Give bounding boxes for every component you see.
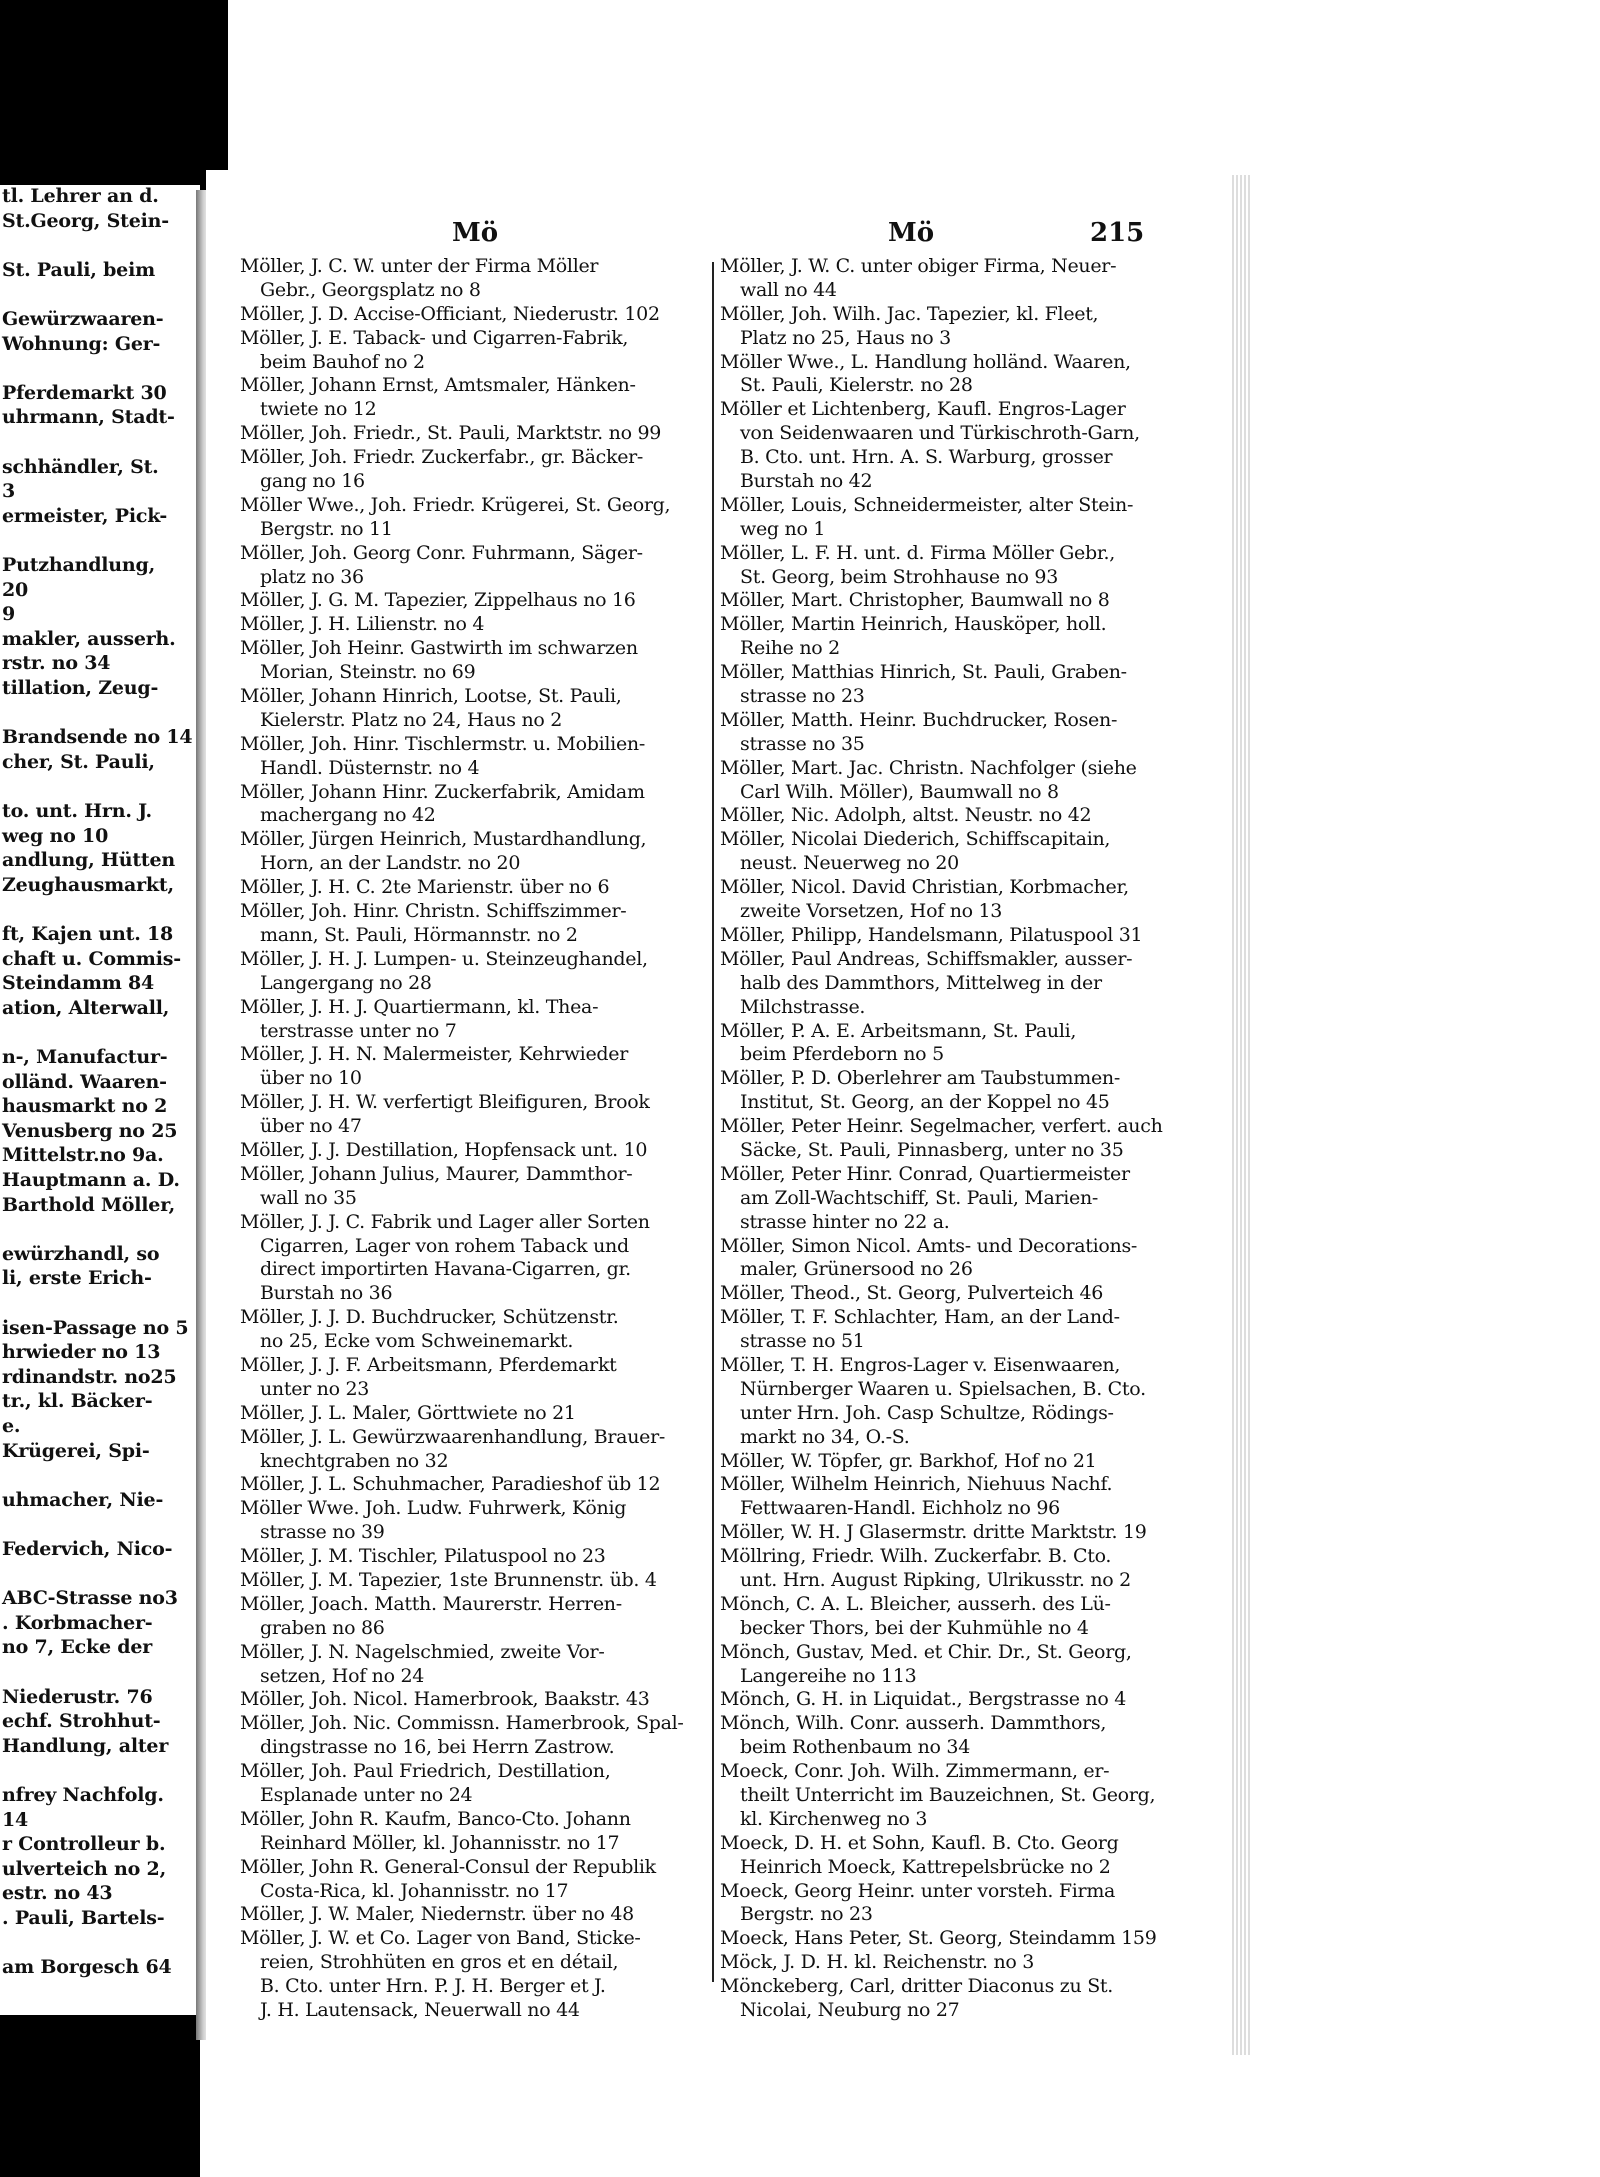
fragment-line: olländ. Waaren-	[2, 1070, 167, 1093]
entry-line: Möller, J. M. Tapezier, 1ste Brunnenstr. üb. 4	[240, 1568, 657, 1591]
entry-line: Möller, Matthias Hinrich, St. Pauli, Graben-	[720, 661, 1127, 684]
entry-line: Möller, Joh. Nic. Commissn. Hamerbrook, Spal-	[240, 1712, 684, 1735]
fragment-line: estr. no 43	[2, 1882, 113, 1905]
entry-line: unt. Hrn. August Ripking, Ulrikusstr. no 2	[740, 1568, 1131, 1591]
entry-line: Milchstrasse.	[740, 995, 866, 1018]
fragment-line: e.	[2, 1415, 21, 1437]
fragment-line: 3	[2, 480, 16, 503]
fragment-line: chaft u. Commis-	[2, 947, 181, 970]
fragment-line: to. unt. Hrn. J.	[2, 800, 152, 822]
entry-line: Möller Wwe., L. Handlung holländ. Waaren,	[720, 350, 1131, 373]
fragment-line: Federvich, Nico-	[2, 1538, 173, 1560]
entry-line: Möller, J. E. Taback- und Cigarren-Fabrik,	[240, 326, 629, 349]
fragment-line: ft, Kajen unt. 18	[2, 923, 174, 945]
entry-line: reien, Strohhüten en gros et en détail,	[260, 1951, 619, 1974]
fragment-line: isen-Passage no 5	[2, 1316, 189, 1339]
directory-column-right	[720, 255, 1225, 2023]
fragment-line: echf. Strohhut-	[2, 1710, 161, 1733]
entry-line: St. Georg, beim Strohhause no 93	[740, 565, 1058, 588]
entry-line: Möller, J. H. W. verfertigt Bleifiguren, Brook	[240, 1091, 650, 1114]
entry-line: Möller, Johann Hinrich, Lootse, St. Pauli,	[240, 685, 622, 708]
entry-line: graben no 86	[260, 1616, 385, 1639]
entry-line: Möller, Johann Ernst, Amtsmaler, Hänken-	[240, 374, 636, 397]
previous-page-fragment	[0, 185, 200, 2015]
entry-line: beim Bauhof no 2	[260, 350, 425, 373]
entry-line: unter no 23	[260, 1377, 370, 1400]
entry-line: knechtgraben no 32	[260, 1449, 449, 1472]
entry-line: zweite Vorsetzen, Hof no 13	[740, 900, 1003, 923]
entry-line: Kielerstr. Platz no 24, Haus no 2	[260, 708, 563, 731]
entry-line: Möller, J. L. Maler, Görttwiete no 21	[240, 1401, 576, 1424]
fragment-line: St. Pauli, beim	[2, 258, 155, 281]
entry-line: Möller, Nicol. David Christian, Korbmacher,	[720, 876, 1129, 899]
entry-line: Mönch, Gustav, Med. et Chir. Dr., St. Georg,	[720, 1640, 1132, 1663]
entry-line: B. Cto. unt. Hrn. A. S. Warburg, grosser	[740, 446, 1113, 469]
entry-line: Möller, J. H. J. Lumpen- u. Steinzeughandel,	[240, 947, 648, 970]
fragment-line: hrwieder no 13	[2, 1341, 161, 1364]
entry-line: Möller, W. Töpfer, gr. Barkhof, Hof no 21	[720, 1449, 1097, 1472]
fragment-line: Venusberg no 25	[2, 1119, 178, 1142]
fragment-line: n-, Manufactur-	[2, 1046, 168, 1068]
entry-line: Möller, Matth. Heinr. Buchdrucker, Rosen-	[720, 708, 1118, 731]
fragment-line: Wohnung: Ger-	[2, 332, 161, 355]
entry-line: Möller, J. W. et Co. Lager von Band, Sticke-	[240, 1927, 641, 1950]
fragment-line: Pferdemarkt 30	[2, 381, 167, 404]
fragment-line: li, erste Erich-	[2, 1267, 152, 1290]
entry-line: Möller, J. H. J. Quartiermann, kl. Thea-	[240, 995, 599, 1018]
entry-line: twiete no 12	[260, 398, 377, 421]
fragment-line: 20	[2, 578, 29, 601]
fragment-line: nfrey Nachfolg.	[2, 1784, 164, 1806]
entry-line: dingstrasse no 16, bei Herrn Zastrow.	[260, 1736, 615, 1759]
entry-line: Möller, Louis, Schneidermeister, alter Stein-	[720, 493, 1134, 516]
entry-line: Reihe no 2	[740, 637, 840, 660]
fragment-line: Handlung, alter	[2, 1734, 169, 1757]
page-edge	[1232, 175, 1252, 2055]
entry-line: Möller, John R. General-Consul der Republik	[240, 1855, 656, 1878]
fragment-line: tl. Lehrer an d.	[2, 185, 159, 207]
entry-line: neust. Neuerweg no 20	[740, 852, 959, 875]
entry-line: von Seidenwaaren und Türkischroth-Garn,	[740, 422, 1140, 445]
entry-line: Möller, J. J. D. Buchdrucker, Schützenstr.	[240, 1306, 619, 1329]
entry-line: Möller Wwe. Joh. Ludw. Fuhrwerk, König	[240, 1497, 627, 1520]
entry-line: Möller, Joh. Georg Conr. Fuhrmann, Säger-	[240, 541, 643, 564]
entry-line: Möller, Nicolai Diederich, Schiffscapitain,	[720, 828, 1111, 851]
entry-line: Möller, Philipp, Handelsmann, Pilatuspool 31	[720, 923, 1143, 946]
entry-line: Möller, Peter Heinr. Segelmacher, verfert. auch	[720, 1115, 1163, 1138]
entry-line: Moeck, Conr. Joh. Wilh. Zimmermann, er-	[720, 1760, 1110, 1783]
entry-line: Carl Wilh. Möller), Baumwall no 8	[740, 780, 1059, 803]
entry-line: Esplanade unter no 24	[260, 1784, 473, 1806]
entry-line: Möller, P. A. E. Arbeitsmann, St. Pauli,	[720, 1019, 1077, 1042]
entry-line: Möllring, Friedr. Wilh. Zuckerfabr. B. Cto.	[720, 1545, 1112, 1568]
entry-line: Mönckeberg, Carl, dritter Diaconus zu St.	[720, 1975, 1113, 1998]
entry-line: Möller, J. M. Tischler, Pilatuspool no 23	[240, 1545, 606, 1568]
entry-line: markt no 34, O.-S.	[740, 1425, 910, 1448]
fragment-line: uhrmann, Stadt-	[2, 406, 175, 429]
fragment-line: uhmacher, Nie-	[2, 1488, 164, 1511]
entry-line: Cigarren, Lager von rohem Taback und	[260, 1234, 629, 1257]
fragment-line: makler, ausserh.	[2, 627, 176, 650]
entry-line: Möller, J. J. F. Arbeitsmann, Pferdemarkt	[240, 1353, 617, 1376]
entry-line: Möller, J. H. Lilienstr. no 4	[240, 613, 485, 636]
entry-line: Horn, an der Landstr. no 20	[260, 852, 521, 875]
entry-line: Möller, Joh. Hinr. Tischlermstr. u. Mobilien-	[240, 732, 645, 755]
entry-line: Möller, Paul Andreas, Schiffsmakler, ausser-	[720, 947, 1133, 970]
entry-line: Möller, J. W. C. unter obiger Firma, Neuer-	[720, 255, 1117, 277]
fragment-line: ermeister, Pick-	[2, 504, 168, 527]
fragment-line: Gewürzwaaren-	[2, 308, 164, 330]
fragment-line: Mittelstr.no 9a.	[2, 1144, 164, 1167]
entry-line: Möller, J. W. Maler, Niedernstr. über no 48	[240, 1903, 634, 1926]
entry-line: weg no 1	[740, 517, 826, 540]
entry-line: Costa-Rica, kl. Johannisstr. no 17	[260, 1879, 569, 1902]
entry-line: unter Hrn. Joh. Casp Schultze, Rödings-	[740, 1401, 1114, 1424]
entry-line: Möller, John R. Kaufm, Banco-Cto. Johann	[240, 1807, 631, 1830]
entry-line: Möller, P. D. Oberlehrer am Taubstummen-	[720, 1067, 1120, 1090]
entry-line: Möck, J. D. H. kl. Reichenstr. no 3	[720, 1951, 1035, 1974]
entry-line: kl. Kirchenweg no 3	[740, 1807, 928, 1830]
entry-line: Möller, J. H. N. Malermeister, Kehrwieder	[240, 1043, 628, 1066]
entry-line: Möller, Wilhelm Heinrich, Niehuus Nachf.	[720, 1473, 1113, 1496]
entry-line: Möller, Joh. Paul Friedrich, Destillation,	[240, 1760, 611, 1783]
entry-line: Mönch, G. H. in Liquidat., Bergstrasse no 4	[720, 1688, 1127, 1711]
fragment-line: Steindamm 84	[2, 972, 155, 995]
entry-line: Moeck, Georg Heinr. unter vorsteh. Firma	[720, 1879, 1116, 1902]
entry-line: Möller, L. F. H. unt. d. Firma Möller Gebr.,	[720, 541, 1116, 564]
entry-line: Handl. Düsternstr. no 4	[260, 756, 480, 779]
entry-line: Möller, Mart. Jac. Christn. Nachfolger (siehe	[720, 756, 1137, 779]
entry-line: strasse no 39	[260, 1521, 385, 1544]
entry-line: no 25, Ecke vom Schweinemarkt.	[260, 1330, 574, 1353]
fragment-line: 14	[2, 1808, 29, 1831]
fragment-line: 9	[2, 603, 16, 626]
entry-line: Möller, T. F. Schlachter, Ham, an der Land-	[720, 1306, 1120, 1329]
entry-line: Möller, J. C. W. unter der Firma Möller	[240, 255, 599, 277]
entry-line: Möller, J. D. Accise-Officiant, Niederustr. 102	[240, 302, 660, 325]
entry-line: Möller, J. L. Schuhmacher, Paradieshof üb 12	[240, 1473, 661, 1496]
fragment-line: ation, Alterwall,	[2, 996, 170, 1019]
entry-line: Möller, Mart. Christopher, Baumwall no 8	[720, 589, 1110, 612]
entry-line: über no 10	[260, 1067, 362, 1090]
entry-line: Möller Wwe., Joh. Friedr. Krügerei, St. Georg,	[240, 493, 671, 516]
entry-line: Möller, Peter Hinr. Conrad, Quartiermeister	[720, 1162, 1130, 1185]
entry-line: Möller, J. L. Gewürzwaarenhandlung, Brauer-	[240, 1425, 665, 1448]
entry-line: Säcke, St. Pauli, Pinnasberg, unter no 35	[740, 1138, 1124, 1161]
running-head-right: Mö	[888, 218, 935, 248]
entry-line: Gebr., Georgsplatz no 8	[260, 278, 481, 301]
entry-line: wall no 35	[260, 1186, 357, 1209]
fragment-line: no 7, Ecke der	[2, 1636, 153, 1659]
entry-line: strasse hinter no 22 a.	[740, 1210, 950, 1233]
entry-line: Heinrich Moeck, Kattrepelsbrücke no 2	[740, 1855, 1111, 1878]
column-divider	[712, 262, 714, 1982]
entry-line: strasse no 35	[740, 732, 865, 755]
entry-line: gang no 16	[260, 470, 365, 493]
entry-line: beim Pferdeborn no 5	[740, 1043, 944, 1066]
fragment-line: andlung, Hütten	[2, 849, 175, 872]
fragment-line: rstr. no 34	[2, 652, 111, 675]
fragment-line: Hauptmann a. D.	[2, 1169, 180, 1191]
entry-line: Möller, Jürgen Heinrich, Mustardhandlung,	[240, 828, 647, 851]
fragment-line: . Pauli, Bartels-	[2, 1907, 165, 1929]
fragment-line: schhändler, St.	[2, 455, 159, 478]
entry-line: Langereihe no 113	[740, 1664, 917, 1687]
entry-line: machergang no 42	[260, 804, 436, 827]
entry-line: Fettwaaren-Handl. Eichholz no 96	[740, 1497, 1060, 1520]
entry-line: St. Pauli, Kielerstr. no 28	[740, 374, 973, 397]
entry-line: Moeck, D. H. et Sohn, Kaufl. B. Cto. Georg	[720, 1831, 1119, 1854]
entry-line: Möller, Joh. Friedr. Zuckerfabr., gr. Bäcker-	[240, 446, 644, 469]
entry-line: Mönch, C. A. L. Bleicher, ausserh. des Lü-	[720, 1592, 1111, 1615]
fragment-line: tillation, Zeug-	[2, 677, 159, 699]
entry-line: theilt Unterricht im Bauzeichnen, St. Georg,	[740, 1784, 1156, 1806]
entry-line: B. Cto. unter Hrn. P. J. H. Berger et J.	[260, 1975, 606, 1998]
entry-line: terstrasse unter no 7	[260, 1019, 457, 1042]
entry-line: Möller, J. H. C. 2te Marienstr. über no 6	[240, 876, 610, 899]
entry-line: Langergang no 28	[260, 971, 432, 994]
entry-line: Burstah no 42	[740, 470, 873, 493]
entry-line: Bergstr. no 11	[260, 517, 393, 540]
entry-line: becker Thors, bei der Kuhmühle no 4	[740, 1616, 1089, 1639]
entry-line: Reinhard Möller, kl. Johannisstr. no 17	[260, 1831, 620, 1854]
entry-line: strasse no 51	[740, 1330, 865, 1353]
directory-column-left	[240, 255, 745, 2023]
entry-line: Möller, Martin Heinrich, Hausköper, holl.	[720, 613, 1107, 636]
fragment-line: am Borgesch 64	[2, 1956, 172, 1979]
entry-line: Nürnberger Waaren u. Spielsachen, B. Cto.	[740, 1377, 1146, 1400]
fragment-line: cher, St. Pauli,	[2, 750, 155, 773]
entry-line: Moeck, Hans Peter, St. Georg, Steindamm 159	[720, 1927, 1157, 1950]
entry-line: beim Rothenbaum no 34	[740, 1736, 971, 1759]
running-head-left: Mö	[452, 218, 499, 248]
page-number: 215	[1090, 218, 1145, 248]
fragment-line: Niederustr. 76	[2, 1685, 153, 1708]
entry-line: Burstah no 36	[260, 1282, 393, 1305]
entry-line: Möller, Nic. Adolph, altst. Neustr. no 42	[720, 804, 1092, 827]
entry-line: Mönch, Wilh. Conr. ausserh. Dammthors,	[720, 1712, 1107, 1735]
entry-line: maler, Grünersood no 26	[740, 1258, 973, 1281]
entry-line: Möller, J. J. Destillation, Hopfensack unt. 10	[240, 1138, 648, 1161]
entry-line: Möller, Joach. Matth. Maurerstr. Herren-	[240, 1592, 622, 1615]
entry-line: setzen, Hof no 24	[260, 1664, 425, 1687]
entry-line: Möller, J. N. Nagelschmied, zweite Vor-	[240, 1640, 605, 1663]
entry-line: Möller et Lichtenberg, Kaufl. Engros-Lager	[720, 398, 1126, 421]
entry-line: am Zoll-Wachtschiff, St. Pauli, Marien-	[740, 1186, 1099, 1209]
entry-line: Möller, Joh. Nicol. Hamerbrook, Baakstr. 43	[240, 1688, 650, 1711]
entry-line: Möller, Joh. Hinr. Christn. Schiffszimmer-	[240, 900, 627, 923]
entry-line: Möller, Simon Nicol. Amts- und Decorations-	[720, 1234, 1138, 1257]
fragment-line: . Korbmacher-	[2, 1611, 153, 1634]
fragment-line: ABC-Strasse no3	[2, 1587, 178, 1610]
fragment-line: ulverteich no 2,	[2, 1857, 166, 1880]
entry-line: Institut, St. Georg, an der Koppel no 45	[740, 1091, 1110, 1114]
entry-line: Möller, W. H. J Glasermstr. dritte Marktstr. 19	[720, 1521, 1147, 1544]
fragment-line: hausmarkt no 2	[2, 1095, 168, 1118]
entry-line: Morian, Steinstr. no 69	[260, 661, 476, 684]
entry-line: platz no 36	[260, 565, 364, 588]
fragment-line: St.Georg, Stein-	[2, 209, 169, 232]
fragment-line: Krügerei, Spi-	[2, 1439, 150, 1462]
entry-line: Möller, Johann Julius, Maurer, Dammthor-	[240, 1162, 633, 1185]
entry-line: Nicolai, Neuburg no 27	[740, 1999, 960, 2022]
fragment-line: r Controlleur b.	[2, 1833, 166, 1856]
entry-line: J. H. Lautensack, Neuerwall no 44	[260, 1999, 580, 2022]
entry-line: Möller, T. H. Engros-Lager v. Eisenwaaren,	[720, 1353, 1121, 1376]
entry-line: Möller, J. G. M. Tapezier, Zippelhaus no 16	[240, 589, 636, 612]
entry-line: halb des Dammthors, Mittelweg in der	[740, 971, 1102, 994]
entry-line: Bergstr. no 23	[740, 1903, 873, 1926]
entry-line: Möller, Joh Heinr. Gastwirth im schwarzen	[240, 637, 638, 660]
entry-line: direct importirten Havana-Cigarren, gr.	[260, 1258, 631, 1281]
fragment-line: Putzhandlung,	[2, 554, 156, 576]
entry-line: Platz no 25, Haus no 3	[740, 326, 951, 349]
fragment-line: rdinandstr. no25	[2, 1365, 177, 1388]
entry-line: Möller, Joh. Wilh. Jac. Tapezier, kl. Fleet,	[720, 302, 1099, 325]
entry-line: Möller, Joh. Friedr., St. Pauli, Marktstr. no 99	[240, 422, 662, 445]
entry-line: Möller, Johann Hinr. Zuckerfabrik, Amidam	[240, 780, 645, 803]
fragment-line: weg no 10	[2, 824, 109, 847]
entry-line: Möller, J. J. C. Fabrik und Lager aller Sorten	[240, 1210, 650, 1233]
fragment-line: Brandsende no 14	[2, 726, 193, 749]
entry-line: mann, St. Pauli, Hörmannstr. no 2	[260, 923, 578, 946]
fragment-line: ewürzhandl, so	[2, 1242, 160, 1265]
entry-line: wall no 44	[740, 278, 837, 301]
fragment-line: Zeughausmarkt,	[2, 873, 174, 896]
entry-line: Möller, Theod., St. Georg, Pulverteich 46	[720, 1282, 1104, 1305]
fragment-line: Barthold Möller,	[2, 1193, 176, 1216]
entry-line: über no 47	[260, 1115, 362, 1138]
entry-line: strasse no 23	[740, 685, 865, 708]
fragment-line: tr., kl. Bäcker-	[2, 1390, 153, 1413]
